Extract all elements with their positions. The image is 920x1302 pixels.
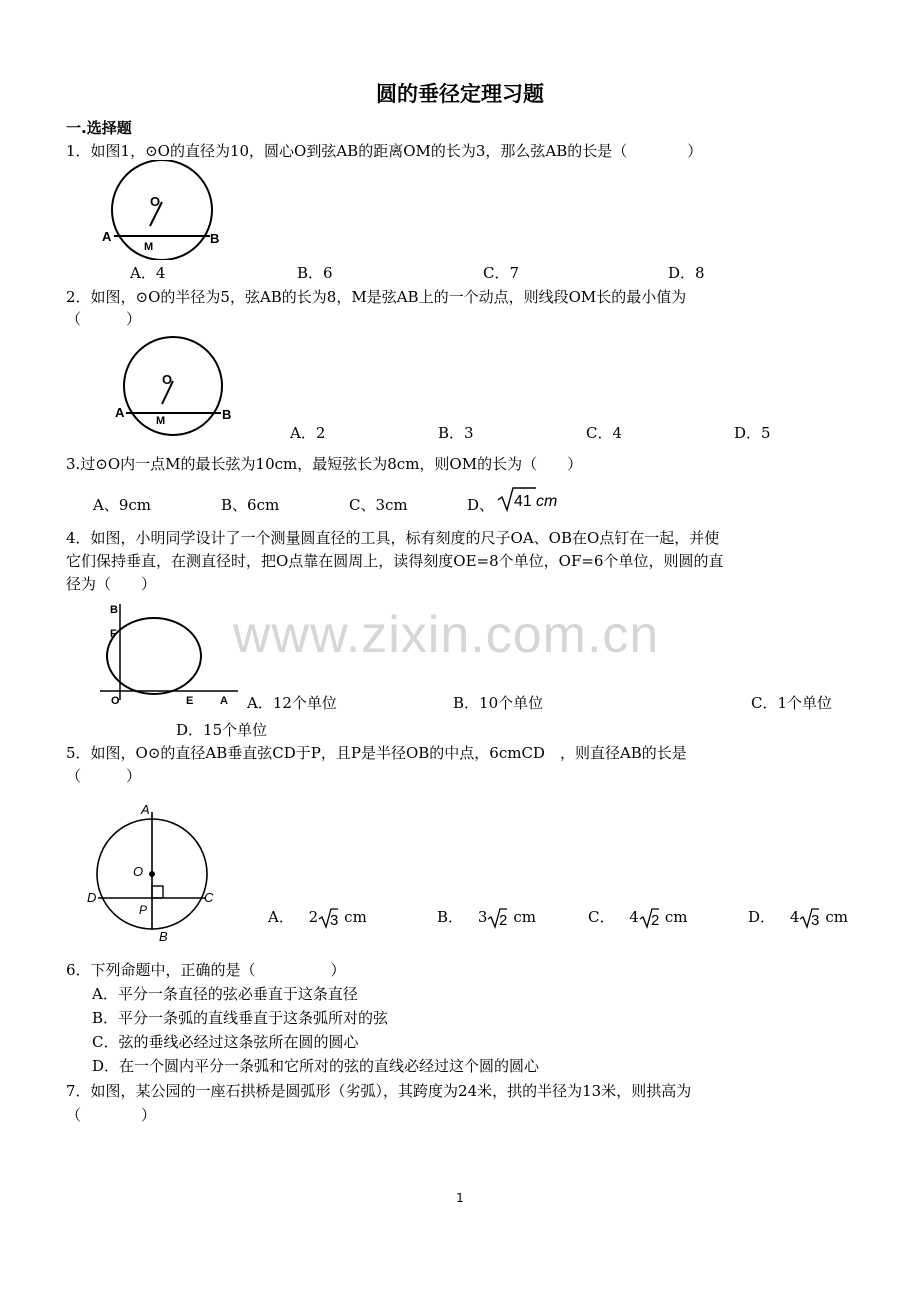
- page-number: 1: [456, 1191, 464, 1205]
- q3-option-d-radical: [496, 484, 566, 514]
- watermark: www.zixin.com.cn: [233, 606, 660, 664]
- q4-line1: 4．如图，小明同学设计了一个测量圆直径的工具，标有刻度的尺子OA、OB在O点钉在一起，并使: [66, 529, 720, 547]
- q5-label-b: B: [159, 929, 168, 944]
- q5-option-b-unit: cm: [513, 908, 536, 926]
- q1-option-d: D．8: [668, 264, 705, 282]
- q4-label-e: E: [186, 695, 194, 707]
- q6-option-d: D．在一个圆内平分一条弧和它所对的弦的直线必经过这个圆的圆心: [92, 1057, 540, 1075]
- q2-option-a: A．2: [290, 424, 326, 442]
- q5-option-c-radicand: 2: [650, 912, 659, 929]
- section-heading: 一.选择题: [66, 119, 132, 137]
- q5-option-d-radical: [799, 906, 819, 930]
- q1-text: 1．如图1，⊙O的直径为10，圆心O到弦AB的距离OM的长为3，那么弦AB的长是（ ）: [66, 142, 703, 160]
- q7-line2: （ ）: [66, 1106, 157, 1124]
- q5-figure: [84, 798, 224, 944]
- q4-figure: [98, 600, 243, 710]
- q4-option-c: C．1个单位: [751, 694, 833, 712]
- q3-option-a: A、9cm: [93, 496, 152, 514]
- q1-label-b: B: [210, 231, 220, 246]
- q5-line2: （ ）: [66, 767, 142, 785]
- q5-option-b-coef: 3: [477, 908, 488, 926]
- q5-option-d-letter: D．: [748, 908, 776, 926]
- q6-text: 6．下列命题中，正确的是（ ）: [66, 961, 346, 979]
- q5-option-a-radicand: 3: [330, 912, 339, 929]
- q6-option-a: A．平分一条直径的弦必垂直于这条直径: [92, 985, 358, 1003]
- q2-line2: （ ）: [66, 310, 142, 328]
- q5-option-c-unit: cm: [664, 908, 688, 926]
- q5-option-c: [588, 906, 687, 930]
- q3-text: 3.过⊙O内一点M的最长弦为10cm，最短弦长为8cm，则OM的长为（ ）: [66, 455, 583, 473]
- q3-option-c: C、3cm: [349, 496, 408, 514]
- q4-label-b: B: [110, 604, 118, 616]
- q1-option-a: A．4: [130, 264, 166, 282]
- q4-line3: 径为（ ）: [66, 575, 157, 593]
- q5-option-d-unit: cm: [825, 908, 848, 926]
- q2-label-a: A: [115, 405, 125, 420]
- q2-option-c: C．4: [586, 424, 623, 442]
- q5-label-c: C: [204, 890, 214, 905]
- q1-option-b: B．6: [297, 264, 333, 282]
- q5-option-c-radical: [639, 906, 659, 930]
- q3-unit: cm: [536, 493, 558, 510]
- q4-label-o: O: [111, 695, 120, 707]
- q2-label-b: B: [222, 407, 232, 422]
- q2-figure: [110, 336, 250, 436]
- q3-radicand: 41: [514, 493, 532, 510]
- q1-label-a: A: [102, 229, 112, 244]
- q5-option-a-coef: 2: [308, 908, 319, 926]
- q5-label-d: D: [87, 890, 97, 905]
- q5-option-a-letter: A．: [268, 908, 294, 926]
- q5-option-c-coef: 4: [629, 908, 639, 926]
- q1-figure: [100, 160, 240, 260]
- q2-line1: 2．如图，⊙O的半径为5，弦AB的长为8，M是弦AB上的一个动点，则线段OM长的最小值为: [66, 288, 687, 306]
- q4-option-d: D．15个单位: [176, 721, 268, 739]
- q5-option-a: [268, 906, 367, 930]
- q2-option-d: D．5: [734, 424, 771, 442]
- q5-option-b: [437, 906, 536, 930]
- q2-label-m: M: [156, 415, 166, 427]
- q5-label-p: P: [139, 903, 148, 917]
- q6-option-c: C．弦的垂线必经过这条弦所在圆的圆心: [92, 1033, 359, 1051]
- q5-option-c-letter: C．: [588, 908, 615, 926]
- q4-label-f: F: [110, 628, 117, 640]
- q5-option-d: [748, 906, 848, 930]
- q1-option-c: C．7: [483, 264, 520, 282]
- q5-line1: 5．如图，O⊙的直径AB垂直弦CD于P，且P是半径OB的中点，6cmCD ，则直径AB的长是: [66, 744, 687, 762]
- q3-option-d: D、: [467, 496, 495, 514]
- q4-option-b: B．10个单位: [453, 694, 544, 712]
- q5-option-a-unit: cm: [344, 908, 367, 926]
- q4-label-a: A: [220, 695, 228, 707]
- q5-option-b-letter: B．: [437, 908, 464, 926]
- q7-line1: 7．如图，某公园的一座石拱桥是圆弧形（劣弧），其跨度为24米，拱的半径为13米，则拱高为: [66, 1082, 692, 1100]
- q5-option-b-radicand: 2: [499, 912, 508, 929]
- q1-label-m: M: [144, 241, 154, 253]
- q5-option-b-radical: [487, 906, 507, 930]
- q5-label-o: O: [133, 864, 144, 879]
- q4-option-a: A．12个单位: [247, 694, 337, 712]
- page-title: 圆的垂径定理习题: [376, 82, 544, 106]
- q2-option-b: B．3: [438, 424, 474, 442]
- q4-line2: 它们保持垂直，在测直径时，把O点靠在圆周上，读得刻度OE=8个单位，OF=6个单位，则圆的直: [66, 552, 724, 570]
- q1-label-o: O: [150, 194, 161, 209]
- q5-option-a-radical: [318, 906, 338, 930]
- q5-label-a: A: [141, 802, 150, 817]
- q5-option-d-radicand: 3: [811, 912, 820, 929]
- q3-option-b: B、6cm: [221, 496, 280, 514]
- q5-option-d-coef: 4: [789, 908, 800, 926]
- q2-label-o: O: [162, 372, 173, 387]
- q6-option-b: B．平分一条弧的直线垂直于这条弧所对的弦: [92, 1009, 389, 1027]
